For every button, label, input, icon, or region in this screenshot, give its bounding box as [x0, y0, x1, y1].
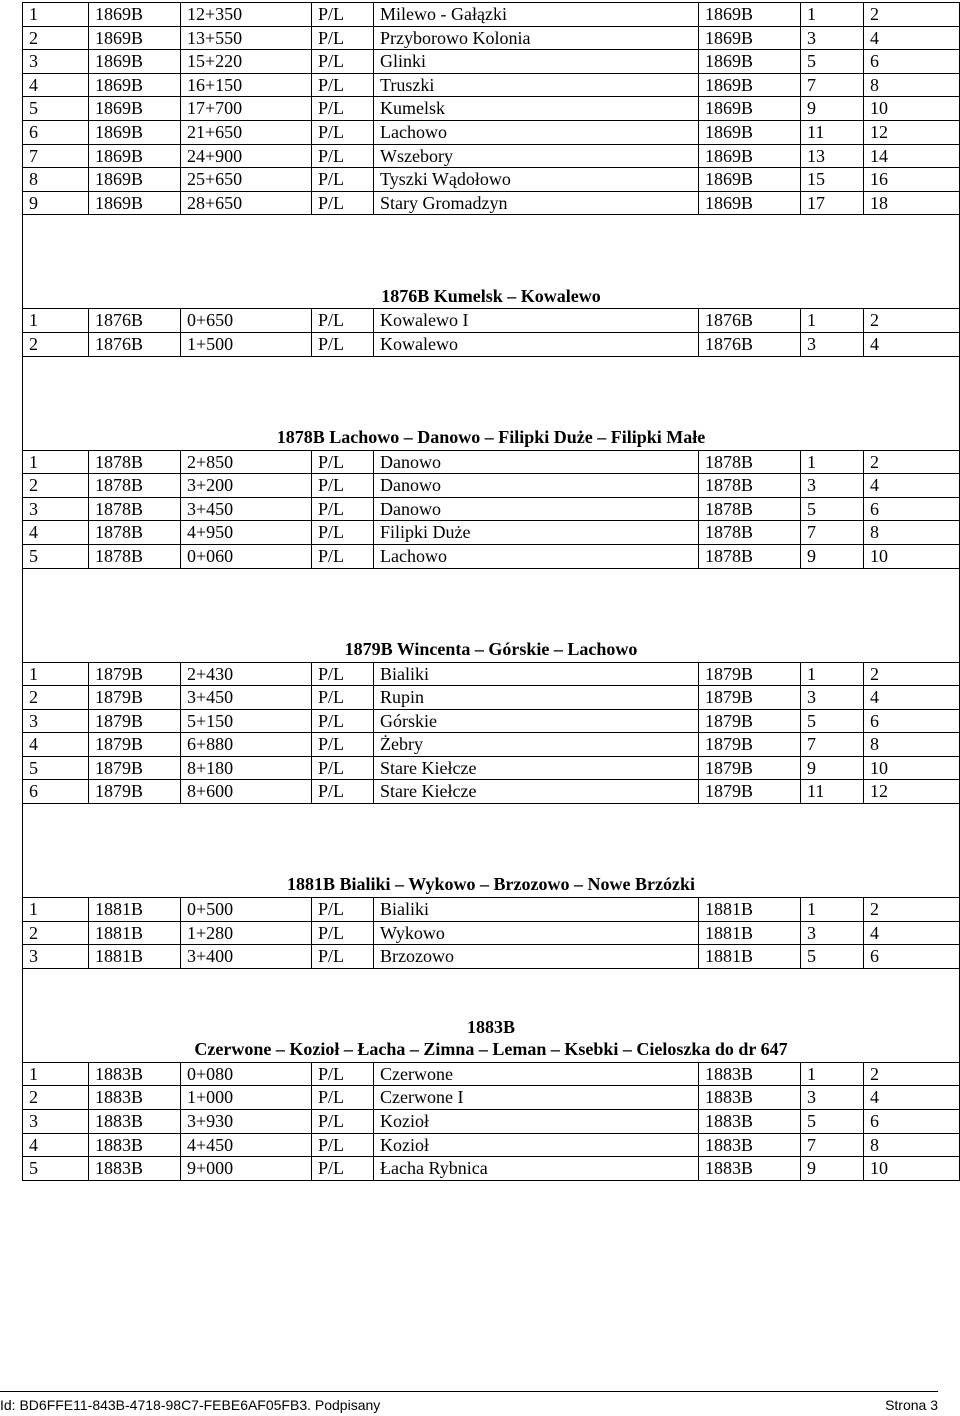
road-number: 1876B [89, 309, 181, 333]
side: P/L [312, 168, 374, 192]
kilometer: 0+650 [181, 309, 312, 333]
stop-name: Filipki Duże [374, 521, 699, 545]
stop-no-2: 8 [864, 733, 960, 757]
row-number: 3 [23, 709, 89, 733]
side: P/L [312, 898, 374, 922]
road-number: 1883B [89, 1157, 181, 1181]
kilometer: 2+850 [181, 450, 312, 474]
road-number: 1869B [89, 191, 181, 215]
road-number: 1879B [89, 756, 181, 780]
table-row [23, 898, 960, 922]
table-row [23, 1086, 960, 1110]
stop-name: Żebry [374, 733, 699, 757]
row-number: 1 [23, 1062, 89, 1086]
table-row [23, 497, 960, 521]
table-row [23, 309, 960, 333]
side: P/L [312, 1110, 374, 1134]
road-ref: 1869B [699, 191, 801, 215]
side: P/L [312, 26, 374, 50]
stop-no-1: 7 [801, 1133, 864, 1157]
stop-no-1: 3 [801, 1086, 864, 1110]
road-number: 1869B [89, 120, 181, 144]
kilometer: 1+000 [181, 1086, 312, 1110]
road-ref: 1869B [699, 26, 801, 50]
kilometer: 24+900 [181, 144, 312, 168]
row-number: 4 [23, 73, 89, 97]
stop-no-2: 18 [864, 191, 960, 215]
section-title-cell [23, 568, 960, 662]
road-number: 1878B [89, 497, 181, 521]
road-ref: 1878B [699, 544, 801, 568]
kilometer: 0+080 [181, 1062, 312, 1086]
stop-no-1: 7 [801, 521, 864, 545]
stops-table [22, 2, 960, 1181]
road-number: 1878B [89, 521, 181, 545]
stop-no-1: 9 [801, 544, 864, 568]
section-header [23, 568, 960, 662]
road-ref: 1883B [699, 1110, 801, 1134]
stop-no-1: 5 [801, 50, 864, 74]
stop-no-1: 3 [801, 332, 864, 356]
road-number: 1876B [89, 332, 181, 356]
kilometer: 4+950 [181, 521, 312, 545]
section-title: 1878B Lachowo – Danowo – Filipki Duże – Filipki Małe [276, 426, 706, 447]
side: P/L [312, 1157, 374, 1181]
table-row [23, 921, 960, 945]
row-number: 1 [23, 898, 89, 922]
side: P/L [312, 921, 374, 945]
row-number: 4 [23, 1133, 89, 1157]
road-number: 1879B [89, 709, 181, 733]
stop-name: Bialiki [374, 662, 699, 686]
table-row [23, 168, 960, 192]
stop-no-2: 14 [864, 144, 960, 168]
road-number: 1881B [89, 945, 181, 969]
stop-name: Czerwone [374, 1062, 699, 1086]
side: P/L [312, 3, 374, 27]
row-number: 5 [23, 756, 89, 780]
stop-no-2: 4 [864, 921, 960, 945]
road-ref: 1879B [699, 662, 801, 686]
stop-name: Rupin [374, 686, 699, 710]
road-ref: 1878B [699, 474, 801, 498]
stop-no-1: 15 [801, 168, 864, 192]
row-number: 5 [23, 544, 89, 568]
table-row [23, 1062, 960, 1086]
side: P/L [312, 662, 374, 686]
table-row [23, 780, 960, 804]
road-ref: 1869B [699, 120, 801, 144]
row-number: 2 [23, 26, 89, 50]
stop-name: Lachowo [374, 120, 699, 144]
side: P/L [312, 50, 374, 74]
stop-no-2: 16 [864, 168, 960, 192]
stop-name: Kozioł [374, 1133, 699, 1157]
stop-name: Górskie [374, 709, 699, 733]
row-number: 6 [23, 780, 89, 804]
side: P/L [312, 521, 374, 545]
table-row [23, 1133, 960, 1157]
row-number: 2 [23, 921, 89, 945]
stop-no-1: 5 [801, 709, 864, 733]
stop-name: Bialiki [374, 898, 699, 922]
kilometer: 15+220 [181, 50, 312, 74]
stop-no-2: 2 [864, 309, 960, 333]
kilometer: 0+500 [181, 898, 312, 922]
table-row [23, 1157, 960, 1181]
stop-no-1: 3 [801, 26, 864, 50]
section-title: 1881B Bialiki – Wykowo – Brzozowo – Nowe Brzózki [287, 874, 695, 895]
table-row [23, 73, 960, 97]
kilometer: 21+650 [181, 120, 312, 144]
road-ref: 1881B [699, 898, 801, 922]
stop-no-1: 5 [801, 1110, 864, 1134]
row-number: 3 [23, 50, 89, 74]
row-number: 1 [23, 3, 89, 27]
kilometer: 12+350 [181, 3, 312, 27]
side: P/L [312, 780, 374, 804]
road-ref: 1881B [699, 921, 801, 945]
document-page [22, 2, 960, 1181]
road-ref: 1869B [699, 73, 801, 97]
stop-no-2: 10 [864, 97, 960, 121]
stop-no-1: 9 [801, 1157, 864, 1181]
section-title-cell [23, 804, 960, 898]
road-ref: 1883B [699, 1157, 801, 1181]
row-number: 7 [23, 144, 89, 168]
stop-no-1: 3 [801, 686, 864, 710]
stop-name: Tyszki Wądołowo [374, 168, 699, 192]
table-row [23, 26, 960, 50]
side: P/L [312, 309, 374, 333]
stop-no-2: 2 [864, 662, 960, 686]
section-header [23, 968, 960, 1062]
stop-name: Milewo - Gałązki [374, 3, 699, 27]
stop-no-2: 10 [864, 1157, 960, 1181]
road-ref: 1879B [699, 686, 801, 710]
side: P/L [312, 450, 374, 474]
road-number: 1869B [89, 144, 181, 168]
table-row [23, 709, 960, 733]
table-row [23, 97, 960, 121]
stop-name: Danowo [374, 474, 699, 498]
road-ref: 1869B [699, 144, 801, 168]
row-number: 5 [23, 97, 89, 121]
stop-no-2: 12 [864, 780, 960, 804]
kilometer: 8+600 [181, 780, 312, 804]
section-title-cell [23, 356, 960, 450]
section-title: 1883B [466, 1016, 515, 1037]
road-number: 1869B [89, 26, 181, 50]
table-row [23, 686, 960, 710]
stop-no-2: 4 [864, 332, 960, 356]
kilometer: 3+930 [181, 1110, 312, 1134]
kilometer: 3+450 [181, 497, 312, 521]
road-number: 1869B [89, 168, 181, 192]
kilometer: 4+450 [181, 1133, 312, 1157]
page-footer [0, 1391, 938, 1416]
section-title-cell [23, 215, 960, 309]
stop-name: Kozioł [374, 1110, 699, 1134]
road-ref: 1879B [699, 780, 801, 804]
row-number: 2 [23, 686, 89, 710]
table-row [23, 191, 960, 215]
section-title: 1876B Kumelsk – Kowalewo [381, 285, 601, 306]
side: P/L [312, 1133, 374, 1157]
table-row [23, 544, 960, 568]
kilometer: 1+500 [181, 332, 312, 356]
stop-no-1: 11 [801, 780, 864, 804]
row-number: 6 [23, 120, 89, 144]
road-ref: 1878B [699, 450, 801, 474]
road-number: 1879B [89, 780, 181, 804]
table-row [23, 50, 960, 74]
road-ref: 1869B [699, 168, 801, 192]
road-number: 1879B [89, 662, 181, 686]
row-number: 3 [23, 945, 89, 969]
stop-no-1: 17 [801, 191, 864, 215]
page-number: Strona 3 [885, 1397, 938, 1413]
stop-no-1: 3 [801, 474, 864, 498]
road-number: 1879B [89, 733, 181, 757]
table-row [23, 662, 960, 686]
stop-no-1: 7 [801, 733, 864, 757]
side: P/L [312, 144, 374, 168]
row-number: 3 [23, 1110, 89, 1134]
kilometer: 0+060 [181, 544, 312, 568]
stop-no-1: 5 [801, 497, 864, 521]
stop-name: Brzozowo [374, 945, 699, 969]
road-number: 1869B [89, 50, 181, 74]
stop-no-1: 1 [801, 450, 864, 474]
stop-no-1: 1 [801, 898, 864, 922]
road-ref: 1869B [699, 3, 801, 27]
section-title-cell [23, 968, 960, 1062]
kilometer: 25+650 [181, 168, 312, 192]
table-row [23, 521, 960, 545]
stop-name: Danowo [374, 497, 699, 521]
road-number: 1881B [89, 898, 181, 922]
road-ref: 1869B [699, 97, 801, 121]
road-ref: 1883B [699, 1062, 801, 1086]
stop-no-2: 4 [864, 1086, 960, 1110]
road-number: 1883B [89, 1133, 181, 1157]
row-number: 4 [23, 733, 89, 757]
kilometer: 1+280 [181, 921, 312, 945]
stop-no-1: 1 [801, 309, 864, 333]
row-number: 4 [23, 521, 89, 545]
stop-name: Czerwone I [374, 1086, 699, 1110]
side: P/L [312, 474, 374, 498]
table-row [23, 474, 960, 498]
stop-no-1: 1 [801, 662, 864, 686]
side: P/L [312, 544, 374, 568]
stop-no-2: 2 [864, 898, 960, 922]
stop-no-1: 11 [801, 120, 864, 144]
kilometer: 28+650 [181, 191, 312, 215]
road-number: 1869B [89, 97, 181, 121]
stop-no-2: 8 [864, 73, 960, 97]
kilometer: 17+700 [181, 97, 312, 121]
table-row [23, 733, 960, 757]
stop-name: Kowalewo [374, 332, 699, 356]
section-title: 1879B Wincenta – Górskie – Lachowo [344, 638, 638, 659]
road-ref: 1879B [699, 733, 801, 757]
stop-no-2: 8 [864, 1133, 960, 1157]
row-number: 3 [23, 497, 89, 521]
stop-name: Przyborowo Kolonia [374, 26, 699, 50]
road-ref: 1879B [699, 709, 801, 733]
road-ref: 1878B [699, 521, 801, 545]
kilometer: 3+450 [181, 686, 312, 710]
stop-no-2: 6 [864, 945, 960, 969]
stop-name: Lachowo [374, 544, 699, 568]
kilometer: 9+000 [181, 1157, 312, 1181]
stop-name: Danowo [374, 450, 699, 474]
side: P/L [312, 120, 374, 144]
row-number: 2 [23, 1086, 89, 1110]
row-number: 1 [23, 662, 89, 686]
row-number: 1 [23, 309, 89, 333]
road-number: 1879B [89, 686, 181, 710]
table-row [23, 120, 960, 144]
section-header [23, 215, 960, 309]
stop-no-2: 6 [864, 50, 960, 74]
stop-name: Glinki [374, 50, 699, 74]
kilometer: 3+200 [181, 474, 312, 498]
stop-name: Stare Kiełcze [374, 780, 699, 804]
stop-no-1: 9 [801, 97, 864, 121]
stop-no-2: 6 [864, 709, 960, 733]
row-number: 5 [23, 1157, 89, 1181]
side: P/L [312, 97, 374, 121]
table-row [23, 756, 960, 780]
stop-no-2: 10 [864, 756, 960, 780]
table-row [23, 3, 960, 27]
stop-no-2: 6 [864, 497, 960, 521]
road-number: 1869B [89, 73, 181, 97]
stop-name: Kowalewo I [374, 309, 699, 333]
kilometer: 2+430 [181, 662, 312, 686]
stop-no-2: 4 [864, 474, 960, 498]
stop-name: Łacha Rybnica [374, 1157, 699, 1181]
road-number: 1878B [89, 544, 181, 568]
road-ref: 1876B [699, 332, 801, 356]
road-number: 1881B [89, 921, 181, 945]
stop-no-2: 2 [864, 450, 960, 474]
road-ref: 1878B [699, 497, 801, 521]
stop-no-2: 8 [864, 521, 960, 545]
side: P/L [312, 709, 374, 733]
row-number: 2 [23, 332, 89, 356]
road-number: 1883B [89, 1062, 181, 1086]
road-ref: 1876B [699, 309, 801, 333]
stop-name: Wszebory [374, 144, 699, 168]
side: P/L [312, 497, 374, 521]
table-row [23, 945, 960, 969]
road-ref: 1869B [699, 50, 801, 74]
stop-no-2: 12 [864, 120, 960, 144]
stop-name: Kumelsk [374, 97, 699, 121]
side: P/L [312, 191, 374, 215]
stop-no-2: 10 [864, 544, 960, 568]
stop-name: Wykowo [374, 921, 699, 945]
road-number: 1883B [89, 1110, 181, 1134]
row-number: 8 [23, 168, 89, 192]
side: P/L [312, 756, 374, 780]
side: P/L [312, 945, 374, 969]
side: P/L [312, 332, 374, 356]
road-number: 1878B [89, 450, 181, 474]
kilometer: 3+400 [181, 945, 312, 969]
stop-no-1: 7 [801, 73, 864, 97]
kilometer: 13+550 [181, 26, 312, 50]
stop-no-2: 4 [864, 686, 960, 710]
side: P/L [312, 1062, 374, 1086]
stop-no-2: 6 [864, 1110, 960, 1134]
side: P/L [312, 686, 374, 710]
road-number: 1883B [89, 1086, 181, 1110]
row-number: 2 [23, 474, 89, 498]
stop-no-1: 3 [801, 921, 864, 945]
stop-no-1: 9 [801, 756, 864, 780]
stop-name: Stare Kiełcze [374, 756, 699, 780]
kilometer: 6+880 [181, 733, 312, 757]
road-ref: 1883B [699, 1133, 801, 1157]
table-row [23, 450, 960, 474]
stop-no-2: 4 [864, 26, 960, 50]
stop-no-1: 1 [801, 1062, 864, 1086]
road-ref: 1879B [699, 756, 801, 780]
stop-no-1: 13 [801, 144, 864, 168]
road-number: 1869B [89, 3, 181, 27]
stop-name: Stary Gromadzyn [374, 191, 699, 215]
side: P/L [312, 73, 374, 97]
document-id: Id: BD6FFE11-843B-4718-98C7-FEBE6AF05FB3. Podpisany [0, 1397, 381, 1413]
section-header [23, 804, 960, 898]
road-number: 1878B [89, 474, 181, 498]
side: P/L [312, 733, 374, 757]
road-ref: 1881B [699, 945, 801, 969]
road-ref: 1883B [699, 1086, 801, 1110]
row-number: 9 [23, 191, 89, 215]
kilometer: 16+150 [181, 73, 312, 97]
section-title: Czerwone – Kozioł – Łacha – Zimna – Leman – Ksebki – Cieloszka do dr 647 [194, 1039, 788, 1060]
row-number: 1 [23, 450, 89, 474]
stop-no-2: 2 [864, 1062, 960, 1086]
section-header [23, 356, 960, 450]
table-row [23, 332, 960, 356]
stop-no-1: 5 [801, 945, 864, 969]
kilometer: 8+180 [181, 756, 312, 780]
stop-no-1: 1 [801, 3, 864, 27]
kilometer: 5+150 [181, 709, 312, 733]
table-row [23, 144, 960, 168]
stop-name: Truszki [374, 73, 699, 97]
table-row [23, 1110, 960, 1134]
side: P/L [312, 1086, 374, 1110]
stop-no-2: 2 [864, 3, 960, 27]
